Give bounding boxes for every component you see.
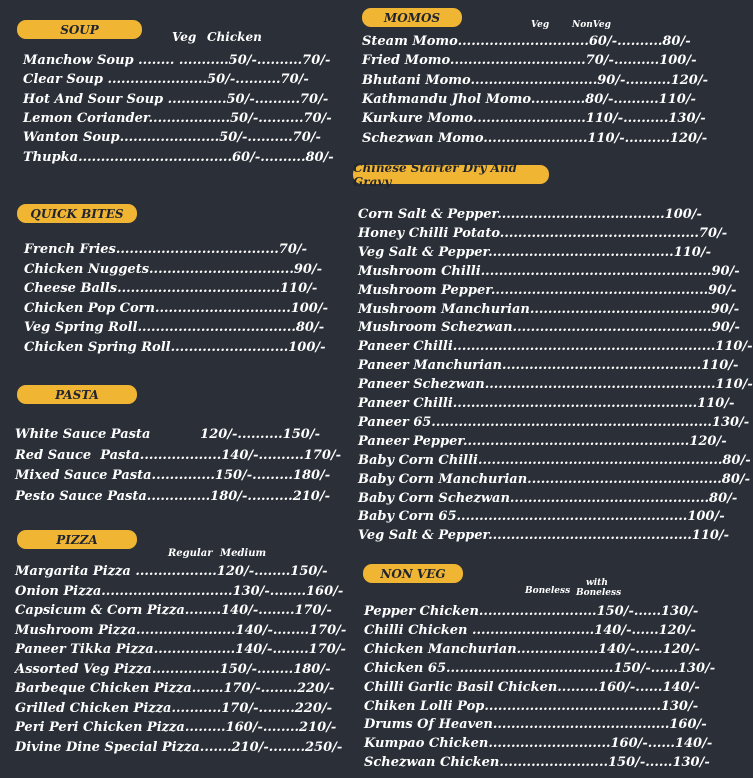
menu-item: Capsicum & Corn Pizza........140/-........170/- <box>15 603 332 618</box>
menu-item: French Fries....................................70/- <box>24 242 308 257</box>
nonveg-col-boneless: Boneless <box>525 586 571 596</box>
section-badge-quick-bites: QUICK BITES <box>17 204 137 223</box>
menu-item: Paneer Pepper..................................................120/- <box>358 433 727 449</box>
menu-item: Chicken Spring Roll..........................100/- <box>24 340 326 355</box>
menu-item: Mushroom Chilli...................................................90/- <box>358 263 740 279</box>
menu-item: Cheese Balls....................................110/- <box>24 281 318 297</box>
menu-item: Veg Salt & Pepper.............................................110/- <box>358 528 730 544</box>
menu-item: Kurkure Momo.........................110/-..........130/- <box>362 111 706 127</box>
section-badge-momos: MOMOS <box>362 8 462 27</box>
section-badge-non-veg: NON VEG <box>363 564 463 583</box>
section-badge-pizza: PIZZA <box>17 530 137 549</box>
menu-item: Divine Dine Special Pizza.......210/-........250/- <box>15 739 343 755</box>
menu-item: Bhutani Momo............................90/-..........120/- <box>362 72 708 88</box>
menu-item: Chicken Nuggets................................90/- <box>24 261 323 277</box>
section-badge-chinese-starter: Chinese Starter Dry And Gravy <box>353 165 549 184</box>
nonveg-col-with-boneless: Boneless <box>576 588 622 598</box>
menu-item: Clear Soup ......................50/-..........70/- <box>23 72 309 88</box>
menu-item: Chilli Chicken ...........................140/-......120/- <box>364 622 696 638</box>
menu-item: Chicken Pop Corn..............................100/- <box>24 300 328 316</box>
menu-item: Mushroom Pepper................................................90/- <box>358 282 737 298</box>
menu-item: Baby Corn Schezwan............................................80/- <box>358 490 738 506</box>
menu-item: White Sauce Pasta 120/-..........150/- <box>15 427 320 442</box>
menu-item: Schezwan Momo.......................110/-..........120/- <box>362 130 708 146</box>
menu-item: Schezwan Chicken........................150/-......130/- <box>364 755 710 771</box>
menu-item: Assorted Veg Pizza...............150/-........180/- <box>15 661 331 677</box>
menu-item: Steam Momo.............................60/-..........80/- <box>362 34 691 49</box>
section-badge-soup: SOUP <box>17 20 142 39</box>
menu-item: Mushroom Pizza......................140/-........170/- <box>15 622 347 638</box>
menu-item: Chilli Garlic Basil Chicken.........160/-......140/- <box>364 679 700 695</box>
menu-item: Paneer Chilli..........................................................110/- <box>358 339 753 355</box>
section-badge-pasta: PASTA <box>17 385 137 404</box>
menu-item: Kumpao Chicken...........................160/-......140/- <box>364 736 713 752</box>
menu-item: Paneer Chilli......................................................110/- <box>358 396 735 411</box>
menu-item: Baby Corn Chilli......................................................80/- <box>358 452 751 468</box>
menu-item: Pepper Chicken..........................150/-......130/- <box>364 604 699 619</box>
menu-item: Hot And Sour Soup .............50/-..........70/- <box>23 91 329 107</box>
momos-col-nonveg: NonVeg <box>572 20 611 30</box>
menu-item: Baby Corn 65...................................................100/- <box>358 509 725 525</box>
menu-item: Corn Salt & Pepper.....................................100/- <box>358 207 702 222</box>
menu-item: Red Sauce Pasta..................140/-..........170/- <box>15 447 342 463</box>
menu-item: Mushroom Manchurian........................................90/- <box>358 301 740 317</box>
menu-item: Grilled Chicken Pizza...........170/-........220/- <box>15 700 333 716</box>
menu-item: Kathmandu Jhol Momo............80/-..........110/- <box>362 91 696 107</box>
momos-col-veg: Veg <box>531 20 550 30</box>
menu-item: Paneer Tikka Pizza..................140/-........170/- <box>15 642 346 657</box>
menu-item: Veg Spring Roll...................................80/- <box>24 320 325 336</box>
soup-col-chicken: Chicken <box>207 30 262 44</box>
pizza-col-medium: Medium <box>220 548 267 559</box>
menu-item: Onion Pizza.............................130/-........160/- <box>15 583 344 599</box>
menu-item: Barbeque Chicken Pizza.......170/-........220/- <box>15 681 335 696</box>
menu-item: Margarita Pizza ..................120/-........150/- <box>15 564 328 579</box>
menu-item: Drums Of Heaven.......................................160/- <box>364 717 707 733</box>
menu-item: Wanton Soup......................50/-..........70/- <box>23 130 321 146</box>
menu-item: Chicken 65.....................................150/-......130/- <box>364 660 716 676</box>
menu-item: Honey Chilli Potato............................................70/- <box>358 225 728 241</box>
menu-item: Baby Corn Manchurian...........................................80/- <box>358 471 751 487</box>
menu-item: Peri Peri Chicken Pizza.........160/-........210/- <box>15 720 337 735</box>
menu-item: Mushroom Schezwan............................................90/- <box>358 320 740 336</box>
menu-item: Veg Salt & Pepper.........................................110/- <box>358 244 711 260</box>
menu-item: Pesto Sauce Pasta..............180/-..........210/- <box>15 488 330 504</box>
menu-item: Chiken Lolli Pop.......................................130/- <box>364 698 699 714</box>
menu-item: Chicken Manchurian..................140/-......120/- <box>364 641 700 657</box>
menu-item: Thupka..................................60/-..........80/- <box>23 149 334 165</box>
nonveg-col-with: with <box>586 578 608 588</box>
menu-item: Lemon Coriander..................50/-..........70/- <box>23 110 332 126</box>
menu-item: Paneer Manchurian............................................110/- <box>358 358 739 374</box>
menu-item: Fried Momo..............................70/-..........100/- <box>362 53 697 69</box>
menu-item: Paneer 65..............................................................130/- <box>358 414 750 430</box>
menu-item: Mixed Sauce Pasta..............150/-.........180/- <box>15 468 331 483</box>
menu-item: Manchow Soup ........ ...........50/-..........70/- <box>23 53 331 68</box>
soup-col-veg: Veg <box>172 30 197 44</box>
pizza-col-regular: Regular <box>168 548 213 559</box>
menu-item: Paneer Schezwan...................................................110/- <box>358 377 753 393</box>
